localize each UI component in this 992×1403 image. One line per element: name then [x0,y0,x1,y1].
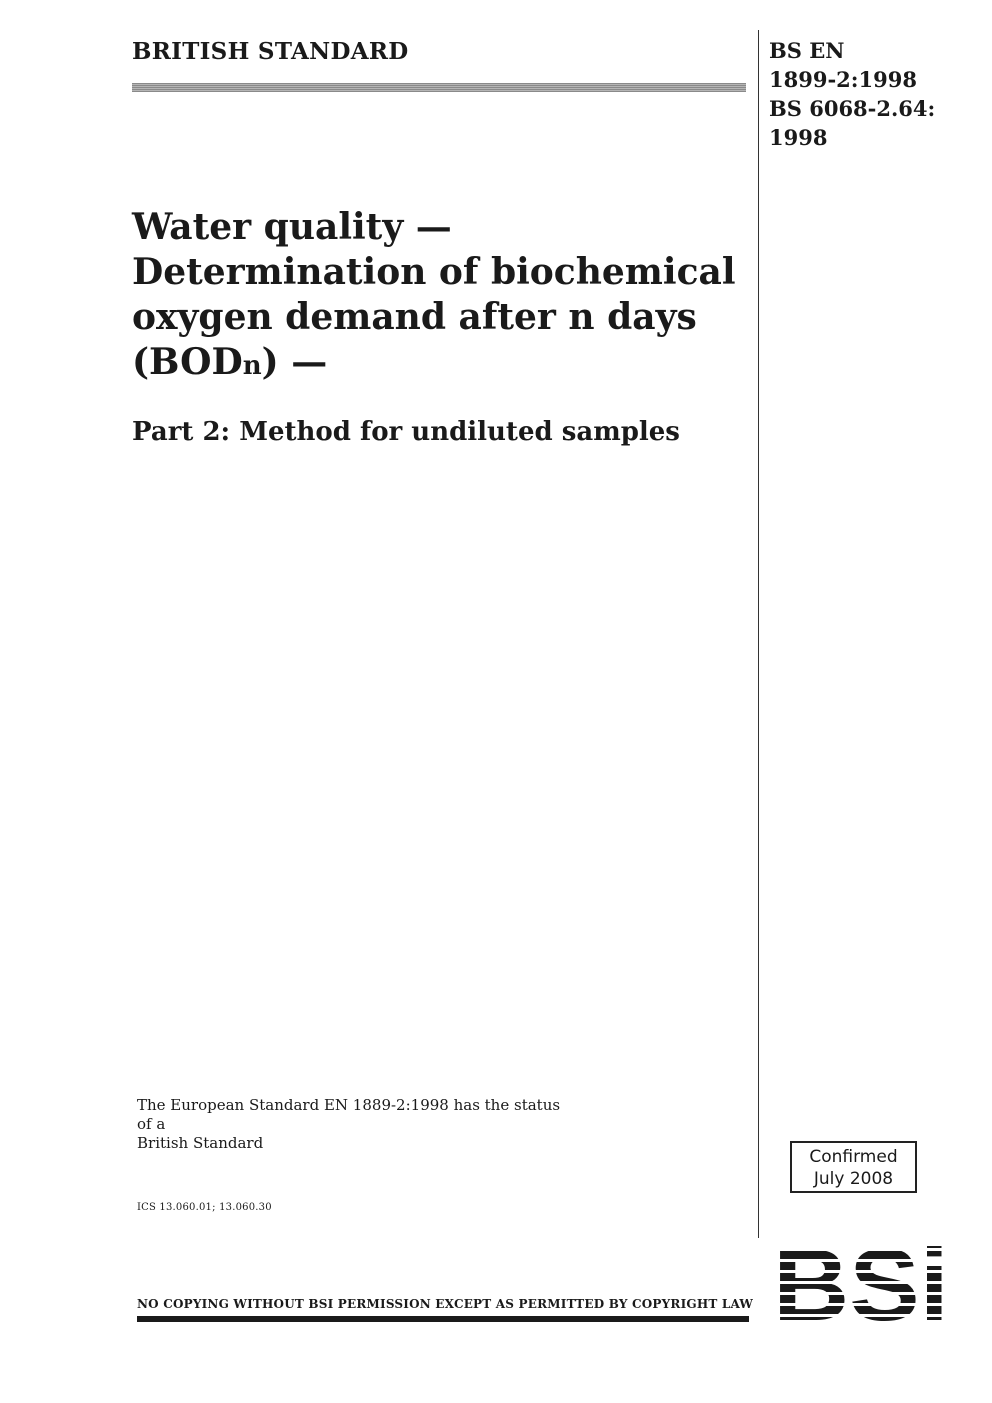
standard-number-line: BS EN [769,38,845,63]
title-line: Water quality — [132,206,452,248]
title-line: Determination of biochemical [132,251,736,293]
vertical-divider [758,30,759,1238]
confirmed-date: July 2008 [813,1169,894,1189]
bsi-logo [773,1240,949,1322]
title-subscript: n [242,351,262,381]
header-rule [132,83,746,92]
footer-rule [137,1316,749,1322]
standard-number-line: 1899-2:1998 [769,67,917,92]
standard-numbers [769,36,935,152]
document-type-label: BRITISH STANDARD [132,38,409,65]
bsi-logo-mark: BSi [773,1240,949,1322]
status-note-line: The European Standard EN 1889-2:1998 has the status of a [137,1096,561,1133]
document-title [132,205,742,389]
copyright-notice: NO COPYING WITHOUT BSI PERMISSION EXCEPT AS PERMITTED BY COPYRIGHT LAW [137,1297,754,1311]
document-subtitle: Part 2: Method for undiluted samples [132,417,680,447]
title-text: (BOD [132,341,243,383]
title-line [132,340,742,389]
status-note-line: British Standard [137,1134,264,1152]
title-text: ) — [261,341,328,383]
status-note [137,1096,577,1153]
standard-number-line: 1998 [769,125,828,150]
standard-number-line: BS 6068-2.64: [769,96,936,121]
title-line: oxygen demand after n days [132,296,697,338]
ics-code: ICS 13.060.01; 13.060.30 [137,1202,272,1213]
confirmed-stamp [790,1141,917,1193]
confirmed-label: Confirmed [809,1147,898,1167]
